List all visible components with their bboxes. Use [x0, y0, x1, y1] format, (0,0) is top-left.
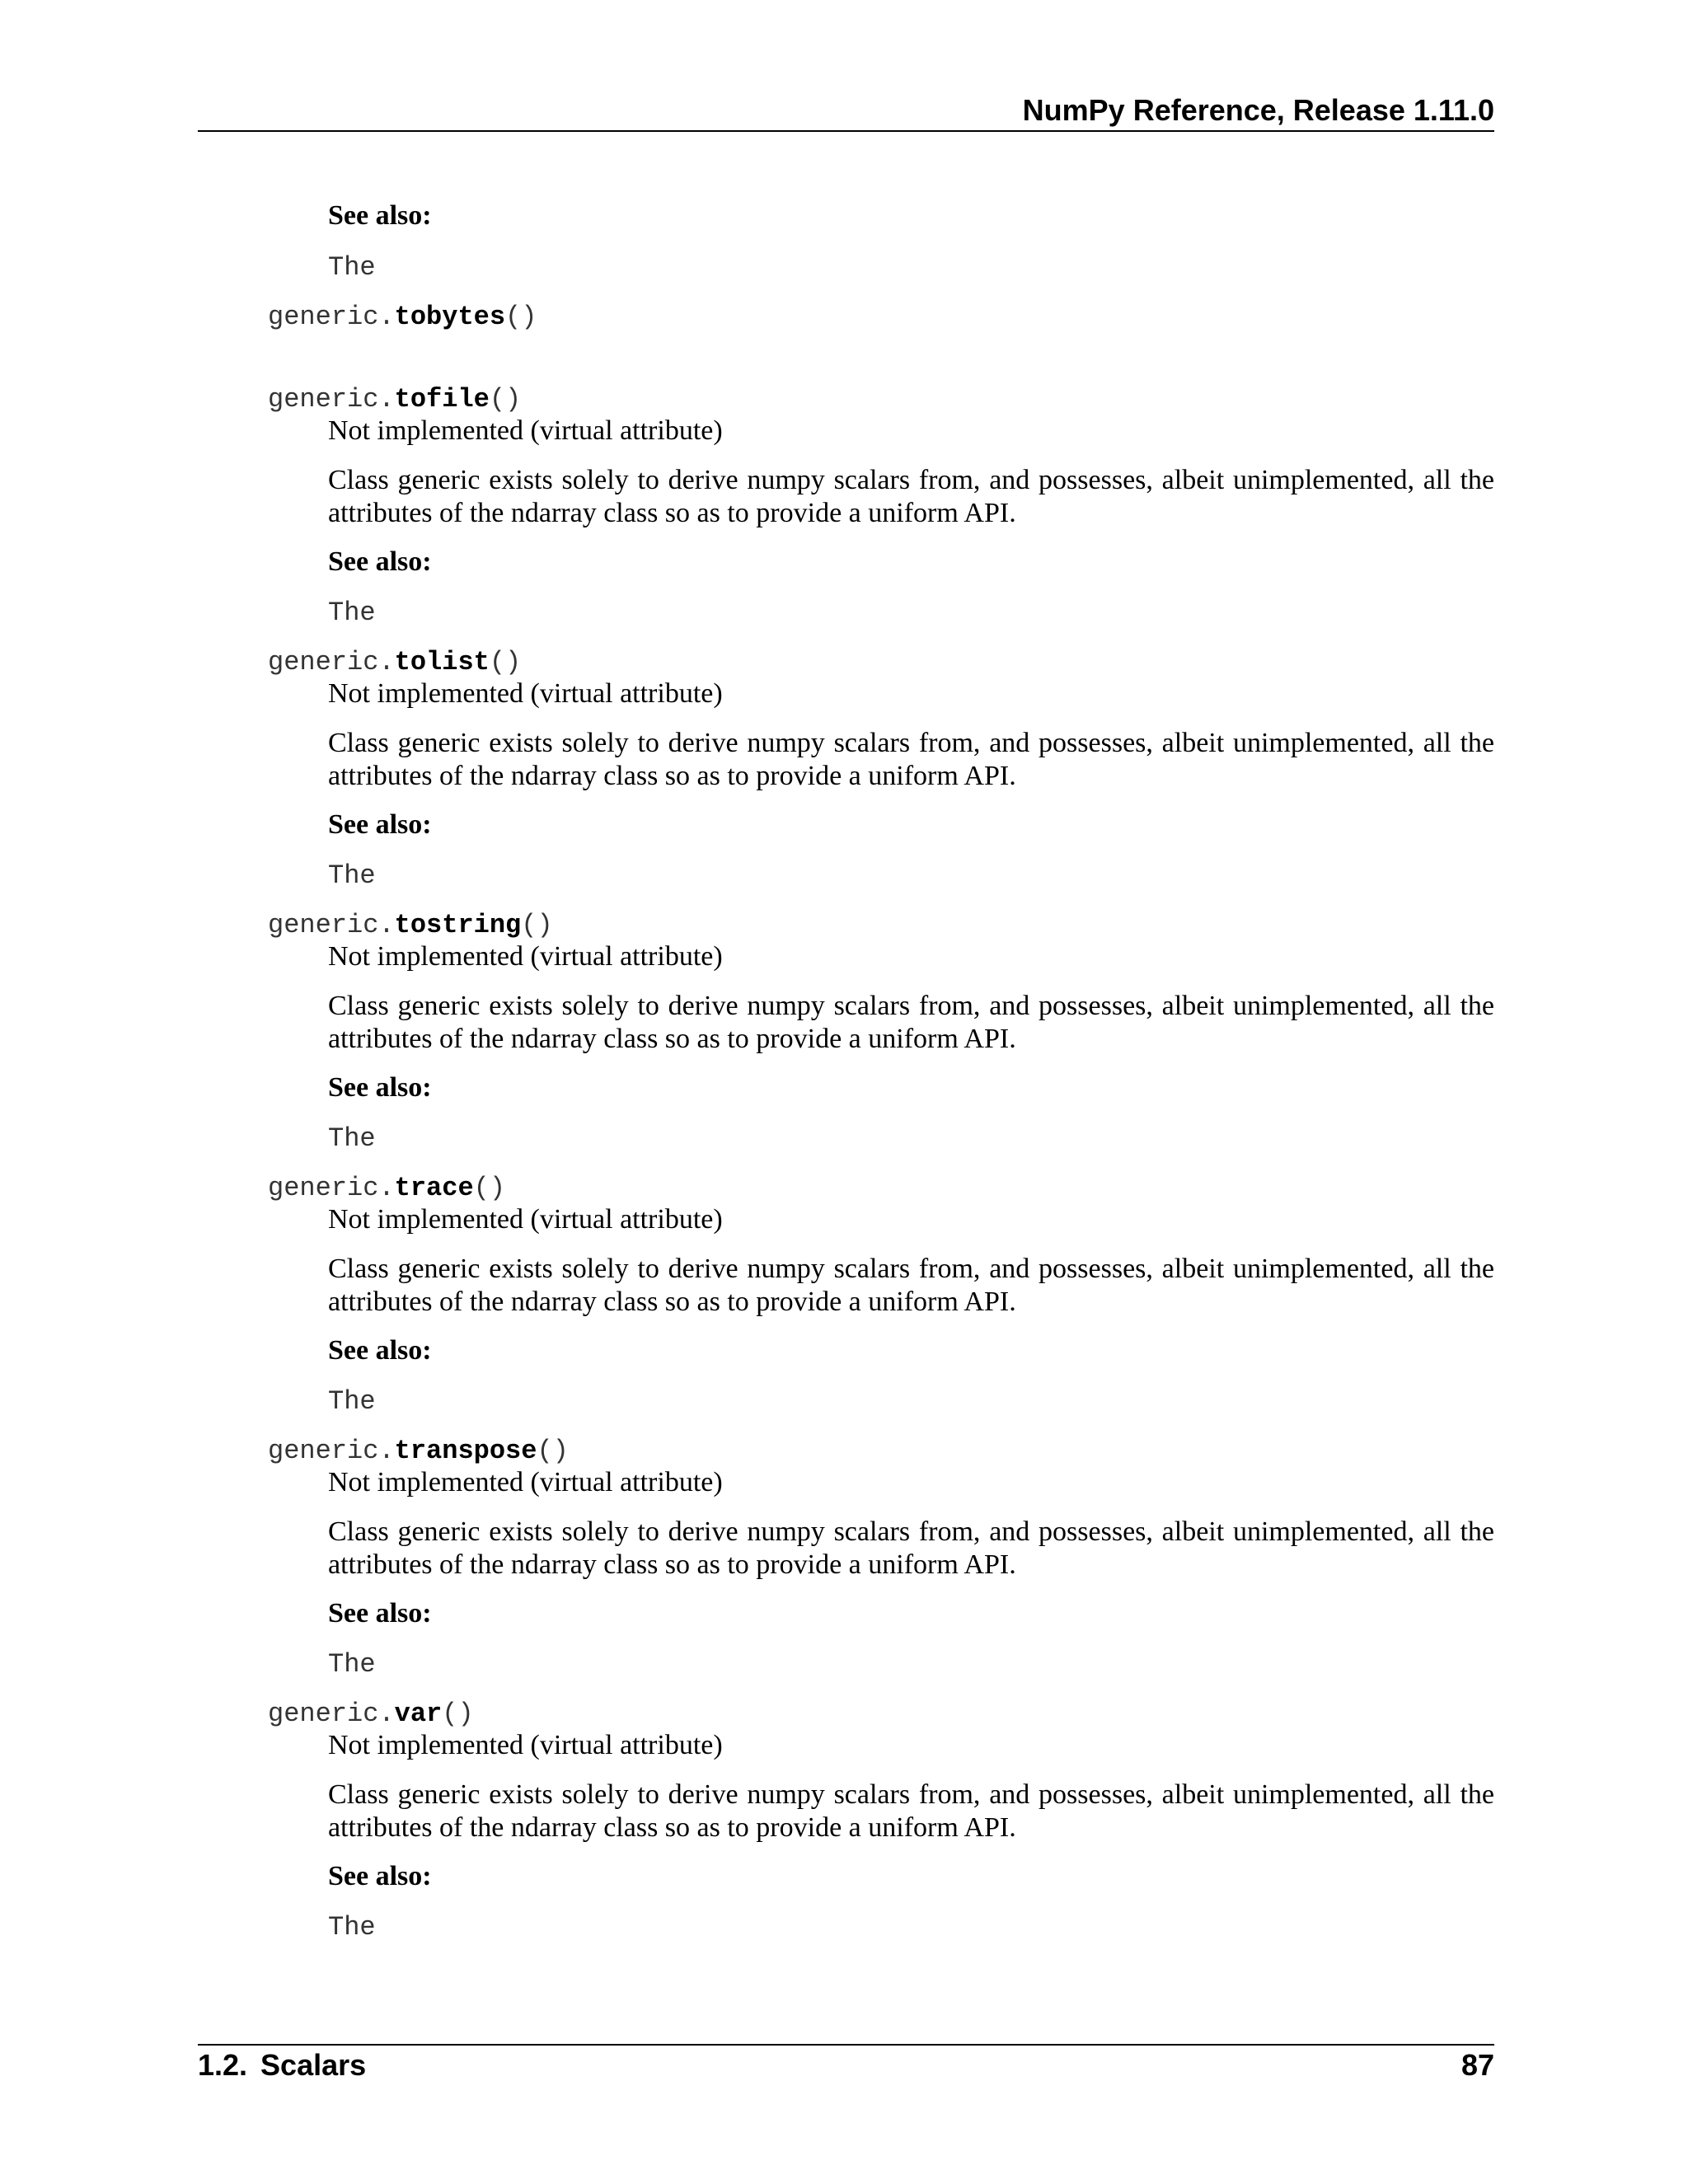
method-signature-tostring	[268, 909, 553, 942]
signature-name: tofile	[394, 384, 490, 415]
signature-prefix: generic.	[268, 302, 395, 332]
signature-parens: ()	[505, 302, 537, 332]
see-also-reference: The	[328, 860, 376, 891]
see-also-reference: The	[328, 1912, 376, 1943]
see-also-reference: The	[328, 598, 376, 628]
page-header-title: NumPy Reference, Release 1.11.0	[1022, 93, 1494, 127]
signature-parens: ()	[442, 1699, 474, 1729]
see-also-reference: The	[328, 1649, 376, 1680]
method-paragraph: Class generic exists solely to derive numpy scalars from, and possesses, albeit unimplemented, all the attributes of the ndarray class so as to provide a uniform API.	[328, 1254, 1494, 1317]
see-also-heading: See also:	[328, 1335, 432, 1366]
method-description: Not implemented (virtual attribute)	[328, 415, 723, 446]
header-rule	[198, 130, 1494, 132]
signature-prefix: generic.	[268, 1699, 395, 1729]
method-description: Not implemented (virtual attribute)	[328, 941, 723, 972]
see-also-reference: The	[328, 252, 376, 283]
signature-name: transpose	[394, 1436, 537, 1466]
signature-parens: ()	[537, 1436, 569, 1466]
method-description: Not implemented (virtual attribute)	[328, 1730, 723, 1760]
see-also-heading: See also:	[328, 809, 432, 840]
method-signature-var	[268, 1698, 474, 1731]
method-paragraph: Class generic exists solely to derive numpy scalars from, and possesses, albeit unimplemented, all the attributes of the ndarray class so as to provide a uniform API.	[328, 728, 1494, 791]
method-signature-tobytes	[268, 301, 537, 334]
method-signature-transpose	[268, 1435, 569, 1468]
signature-prefix: generic.	[268, 384, 395, 415]
signature-name: tostring	[394, 910, 522, 940]
method-signature-trace	[268, 1172, 505, 1205]
method-description: Not implemented (virtual attribute)	[328, 678, 723, 709]
footer-section-title: 1.2. Scalars	[198, 2048, 367, 2082]
signature-parens: ()	[473, 1173, 506, 1203]
signature-name: tolist	[394, 647, 490, 677]
method-description: Not implemented (virtual attribute)	[328, 1467, 723, 1497]
method-signature-tofile	[268, 383, 521, 416]
signature-name: trace	[394, 1173, 474, 1203]
signature-prefix: generic.	[268, 910, 395, 940]
signature-prefix: generic.	[268, 1173, 395, 1203]
signature-name: var	[394, 1699, 443, 1729]
see-also-reference: The	[328, 1123, 376, 1154]
footer-rule	[198, 2044, 1494, 2046]
signature-name: tobytes	[394, 302, 506, 332]
signature-prefix: generic.	[268, 1436, 395, 1466]
signature-parens: ()	[489, 384, 522, 415]
signature-prefix: generic.	[268, 647, 395, 677]
see-also-heading: See also:	[328, 1861, 432, 1891]
see-also-heading: See also:	[328, 1072, 432, 1103]
method-signature-tolist	[268, 646, 521, 679]
see-also-heading: See also:	[328, 200, 432, 231]
page-number: 87	[1461, 2048, 1494, 2082]
see-also-heading: See also:	[328, 1598, 432, 1629]
see-also-heading: See also:	[328, 546, 432, 577]
signature-parens: ()	[521, 910, 553, 940]
method-paragraph: Class generic exists solely to derive numpy scalars from, and possesses, albeit unimplemented, all the attributes of the ndarray class so as to provide a uniform API.	[328, 1779, 1494, 1843]
method-description: Not implemented (virtual attribute)	[328, 1204, 723, 1235]
method-paragraph: Class generic exists solely to derive numpy scalars from, and possesses, albeit unimplemented, all the attributes of the ndarray class so as to provide a uniform API.	[328, 465, 1494, 528]
signature-parens: ()	[489, 647, 522, 677]
see-also-reference: The	[328, 1386, 376, 1417]
method-paragraph: Class generic exists solely to derive numpy scalars from, and possesses, albeit unimplemented, all the attributes of the ndarray class so as to provide a uniform API.	[328, 991, 1494, 1054]
method-paragraph: Class generic exists solely to derive numpy scalars from, and possesses, albeit unimplemented, all the attributes of the ndarray class so as to provide a uniform API.	[328, 1516, 1494, 1580]
